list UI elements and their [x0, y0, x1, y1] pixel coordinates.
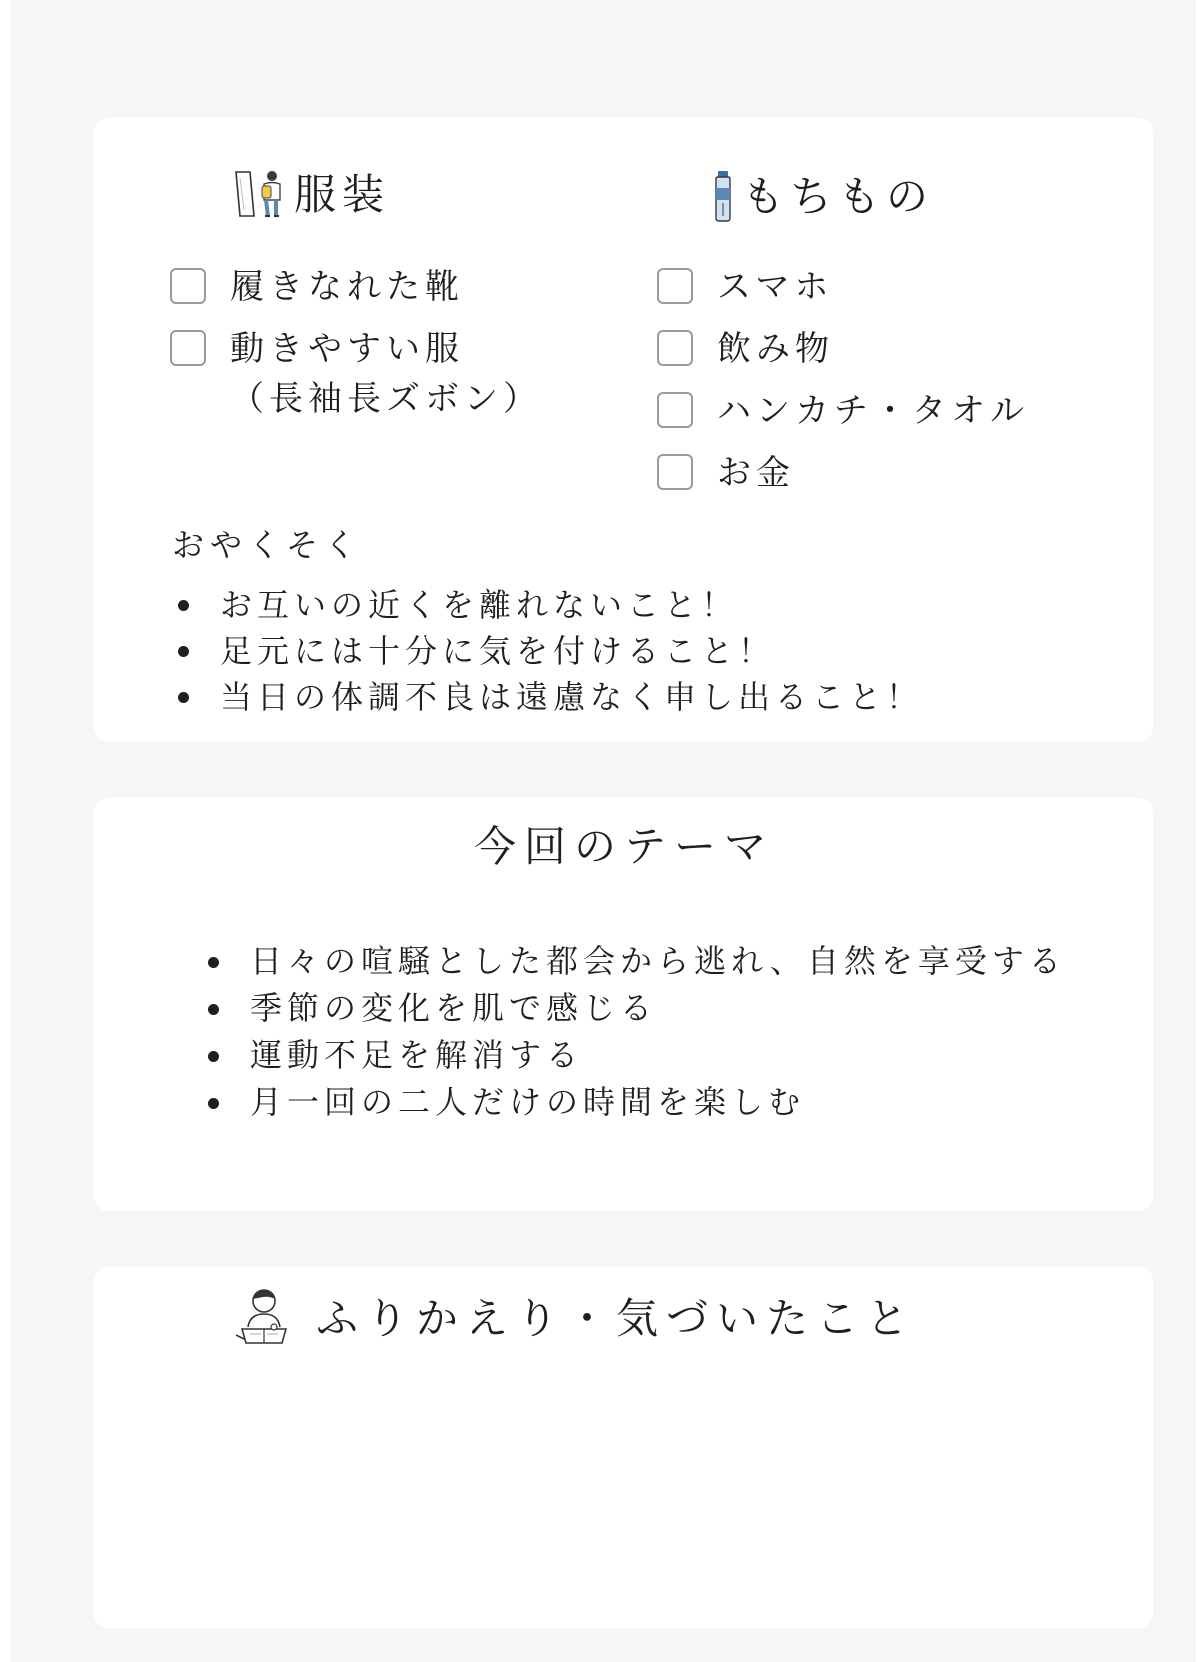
checkbox[interactable]	[657, 268, 693, 304]
checkbox[interactable]	[170, 268, 206, 304]
belongings-item[interactable]	[657, 392, 1077, 432]
clothing-title: 服装	[294, 170, 391, 219]
list-item: 運動不足を解消する	[204, 1032, 1066, 1079]
reflection-card	[94, 1267, 1153, 1628]
belongings-title: もちもの	[742, 172, 935, 221]
list-item: 月一回の二人だけの時間を楽しむ	[204, 1079, 1066, 1126]
belongings-item-label: 飲み物	[717, 329, 834, 369]
reflection-title: ふりかえり・気づいたこと	[316, 1294, 917, 1343]
clothing-item-label: 履きなれた靴	[230, 267, 464, 307]
list-item: 足元には十分に気を付けること！	[174, 628, 923, 674]
clothing-heading	[234, 168, 390, 227]
checklist-card	[94, 118, 1153, 742]
theme-card	[94, 798, 1153, 1211]
list-item: 日々の喧騒とした都会から逃れ、自然を享受する	[204, 938, 1066, 985]
clothing-item-label: 動きやすい服	[230, 329, 464, 369]
clothing-item[interactable]	[170, 330, 590, 420]
belongings-item-label: スマホ	[717, 267, 834, 307]
list-item: お互いの近くを離れないこと！	[174, 582, 923, 628]
belongings-item-label: ハンカチ・タオル	[717, 391, 1029, 431]
checkbox[interactable]	[657, 392, 693, 428]
mirror-person-icon	[234, 168, 286, 227]
belongings-item[interactable]	[657, 268, 1077, 308]
checkbox[interactable]	[170, 330, 206, 366]
promises-title: おやくそく	[172, 526, 363, 564]
belongings-item[interactable]	[657, 330, 1077, 370]
theme-list	[204, 938, 1066, 1126]
theme-title: 今回のテーマ	[474, 822, 775, 871]
promises-list	[174, 582, 923, 720]
belongings-item[interactable]	[657, 454, 1077, 494]
list-item: 当日の体調不良は遠慮なく申し出ること！	[174, 674, 923, 720]
belongings-heading	[712, 170, 934, 229]
reflection-heading	[234, 1287, 916, 1356]
person-writing-icon	[234, 1287, 294, 1356]
list-item: 季節の変化を肌で感じる	[204, 985, 1066, 1032]
water-bottle-icon	[712, 170, 734, 229]
clothing-item[interactable]	[170, 268, 550, 308]
checkbox[interactable]	[657, 454, 693, 490]
clothing-item-note: （長袖長ズボン）	[230, 379, 542, 419]
checkbox[interactable]	[657, 330, 693, 366]
belongings-item-label: お金	[717, 453, 795, 493]
